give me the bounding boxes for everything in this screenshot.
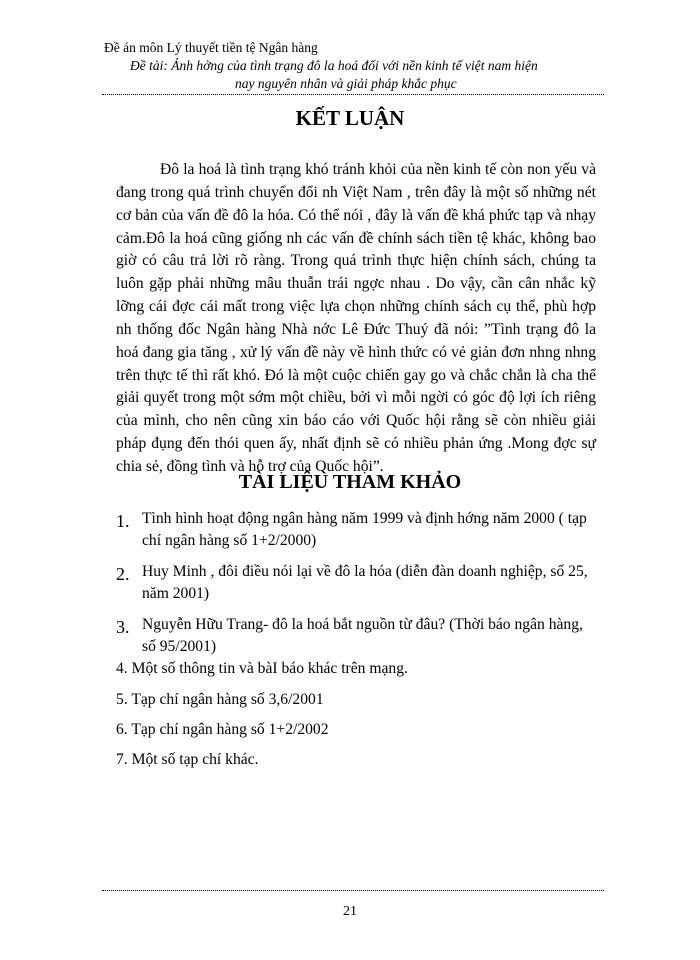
footer-divider — [102, 890, 604, 891]
reference-item — [116, 614, 596, 657]
reference-item — [116, 508, 596, 551]
page-number: 21 — [343, 904, 357, 919]
reference-number: 6. — [116, 721, 128, 738]
header-topic-line-1: Đề tài: Ảnh hởng của tình trạng đô la hoá đối với nền kinh tế việt nam hiện — [130, 58, 538, 73]
conclusion-paragraph: Đô la hoá là tình trạng khó tránh khỏi của nền kinh tế còn non yếu và đang trong quá trình chuyển đổi nh Việt Nam , trên đây là một số những nét cơ bản của vấn đề đô la hóa. Có thể nói , đây là vấn đề khá phức tạp và nhạy cảm.Đô la hoá cũng giống nh các vấn đề chính sách tiền tệ khác, không bao giờ có câu trả lời rõ ràng. Trong quá trình thực hiện chính sách, chúng ta luôn gặp phải những mâu thuẫn trái ngợc nhau . Do vậy, cần cân nhắc kỹ lỡng cái đợc cái mất trong việc lựa chọn những chính sách cụ thể, phù hợp nh thống đốc Ngân hàng Nhà nớc Lê Đức Thuý đã nói: ”Tình trạng đô la hoá đang gia tăng , xử lý vấn đề này về hình thức có vẻ giản đơn nhng nhng trên thực tế thì rất khó. Đó là một cuộc chiến gay go và chắc chắn là cha thể giải quyết trong một sớm một chiều, bởi vì mỗi ngời có góc độ lợi ích riêng của mình, cho nên cũng xin báo cáo với Quốc hội rằng sẽ còn nhiều giải pháp đụng đến thói quen ấy, nhất định sẽ có nhiều phản ứng .Mong đợc sự chia sẻ, đồng tình và hỗ trợ của Quốc hội”. — [116, 161, 596, 475]
header-course-title: Đề án môn Lý thuyết tiền tệ Ngân hàng — [104, 40, 318, 55]
references-heading: TÀI LIỆU THAM KHẢO — [238, 471, 462, 493]
reference-text: Tạp chí ngân hàng số 3,6/2001 — [131, 691, 324, 708]
reference-number: 4. — [116, 660, 128, 677]
conclusion-heading: KẾT LUẬN — [295, 106, 405, 130]
conclusion-body — [116, 159, 596, 479]
reference-number: 1. — [116, 511, 130, 531]
reference-text: Một số thông tin và bàI báo khác trên mạng. — [131, 660, 408, 677]
reference-item — [116, 749, 259, 771]
reference-text: Huy Minh , đôi điều nói lại về đô la hóa (diễn đàn doanh nghiệp, số 25, năm 2001) — [142, 563, 588, 602]
header-topic-line-2: nay nguyên nhân và giải pháp khắc phục — [235, 76, 457, 91]
reference-number: 5. — [116, 691, 128, 708]
reference-number: 3. — [116, 617, 130, 637]
reference-item — [116, 658, 408, 680]
reference-item — [116, 689, 324, 711]
reference-number: 2. — [116, 564, 130, 584]
reference-text: Nguyễn Hữu Trang- đô la hoá bắt nguồn từ đâu? (Thời báo ngân hàng, số 95/2001) — [142, 616, 583, 655]
reference-text: Tạp chí ngân hàng số 1+2/2002 — [131, 721, 329, 738]
reference-text: Tình hình hoạt động ngân hàng năm 1999 và định hớng năm 2000 ( tạp chí ngân hàng số 1+2/2000) — [142, 510, 587, 549]
reference-item — [116, 719, 329, 741]
reference-text: Một số tạp chí khác. — [131, 751, 259, 768]
header-divider — [102, 94, 604, 95]
reference-number: 7. — [116, 751, 128, 768]
reference-item — [116, 561, 596, 604]
